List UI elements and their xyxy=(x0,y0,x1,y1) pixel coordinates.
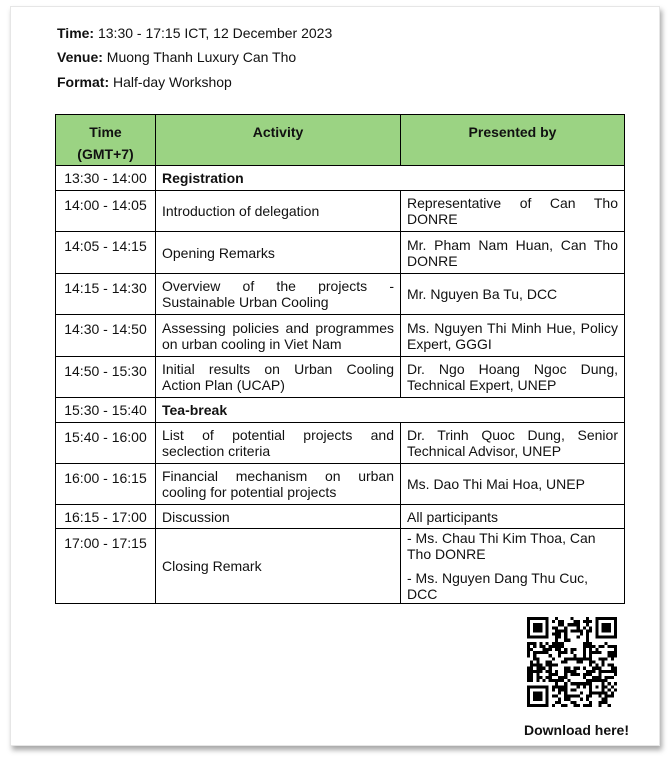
row-time: 14:50 - 15:30 xyxy=(56,357,156,398)
header-time xyxy=(56,115,156,166)
format-label: Format: xyxy=(57,74,110,90)
table-row xyxy=(56,423,625,464)
row-time: 14:30 - 14:50 xyxy=(56,315,156,357)
row-activity: Closing Remark xyxy=(156,529,401,604)
row-time: 17:00 - 17:15 xyxy=(56,529,156,604)
qr-code-icon[interactable] xyxy=(527,617,617,707)
row-presenter: Representative of Can Tho DONRE xyxy=(401,191,625,232)
row-activity: Registration xyxy=(156,166,625,191)
row-time: 15:40 - 16:00 xyxy=(56,423,156,464)
venue-value: Muong Thanh Luxury Can Tho xyxy=(106,49,297,65)
venue-line xyxy=(57,49,296,65)
download-link[interactable]: Download here! xyxy=(524,722,630,738)
agenda-page xyxy=(10,6,660,746)
table-row xyxy=(56,315,625,357)
header-time-zone: (GMT+7) xyxy=(77,146,134,162)
table-row xyxy=(56,464,625,505)
row-presenter: Mr. Pham Nam Huan, Can Tho DONRE xyxy=(401,232,625,274)
closing-presenter-1: - Ms. Chau Thi Kim Thoa, Can Tho DONRE xyxy=(407,530,596,562)
row-activity: Initial results on Urban Cooling Action Plan (UCAP) xyxy=(156,357,401,398)
table-row xyxy=(56,191,625,232)
table-row xyxy=(56,398,625,423)
time-label: Time: xyxy=(57,25,95,41)
header-activity: Activity xyxy=(156,115,401,166)
venue-label: Venue: xyxy=(57,49,103,65)
time-value: 13:30 - 17:15 ICT, 12 December 2023 xyxy=(97,25,333,41)
table-row xyxy=(56,357,625,398)
closing-presenter-2: - Ms. Nguyen Dang Thu Cuc, DCC xyxy=(407,570,589,602)
row-activity: Discussion xyxy=(156,505,401,529)
row-time: 14:15 - 14:30 xyxy=(56,274,156,315)
row-time: 16:15 - 17:00 xyxy=(56,505,156,529)
table-row xyxy=(56,529,625,604)
row-presenter: Dr. Trinh Quoc Dung, Senior Technical Advisor, UNEP xyxy=(401,423,625,464)
row-activity: Opening Remarks xyxy=(156,232,401,274)
row-activity: Tea-break xyxy=(156,398,625,423)
row-activity: List of potential projects and seclection criteria xyxy=(156,423,401,464)
row-time: 16:00 - 16:15 xyxy=(56,464,156,505)
time-line xyxy=(57,25,332,41)
row-activity: Assessing policies and programmes on urban cooling in Viet Nam xyxy=(156,315,401,357)
row-activity: Financial mechanism on urban cooling for potential projects xyxy=(156,464,401,505)
row-time: 13:30 - 14:00 xyxy=(56,166,156,191)
row-presenter: Dr. Ngo Hoang Ngoc Dung, Technical Expert, UNEP xyxy=(401,357,625,398)
format-value: Half-day Workshop xyxy=(113,74,232,90)
table-row xyxy=(56,505,625,529)
format-line xyxy=(57,74,232,90)
row-presenter: Ms. Dao Thi Mai Hoa, UNEP xyxy=(401,464,625,505)
header-time-label: Time xyxy=(89,124,122,140)
row-time: 14:00 - 14:05 xyxy=(56,191,156,232)
table-row xyxy=(56,274,625,315)
row-presenter: Mr. Nguyen Ba Tu, DCC xyxy=(401,274,625,315)
table-row xyxy=(56,232,625,274)
row-presenter: All participants xyxy=(401,505,625,529)
row-time: 14:05 - 14:15 xyxy=(56,232,156,274)
header-presenter: Presented by xyxy=(401,115,625,166)
table-row xyxy=(56,166,625,191)
agenda-table xyxy=(55,114,625,604)
row-activity: Overview of the projects - Sustainable Urban Cooling xyxy=(156,274,401,315)
row-time: 15:30 - 15:40 xyxy=(56,398,156,423)
table-header-row xyxy=(56,115,625,166)
row-presenter: Ms. Nguyen Thi Minh Hue, Policy Expert, GGGI xyxy=(401,315,625,357)
row-activity: Introduction of delegation xyxy=(156,191,401,232)
row-presenter xyxy=(401,529,625,604)
